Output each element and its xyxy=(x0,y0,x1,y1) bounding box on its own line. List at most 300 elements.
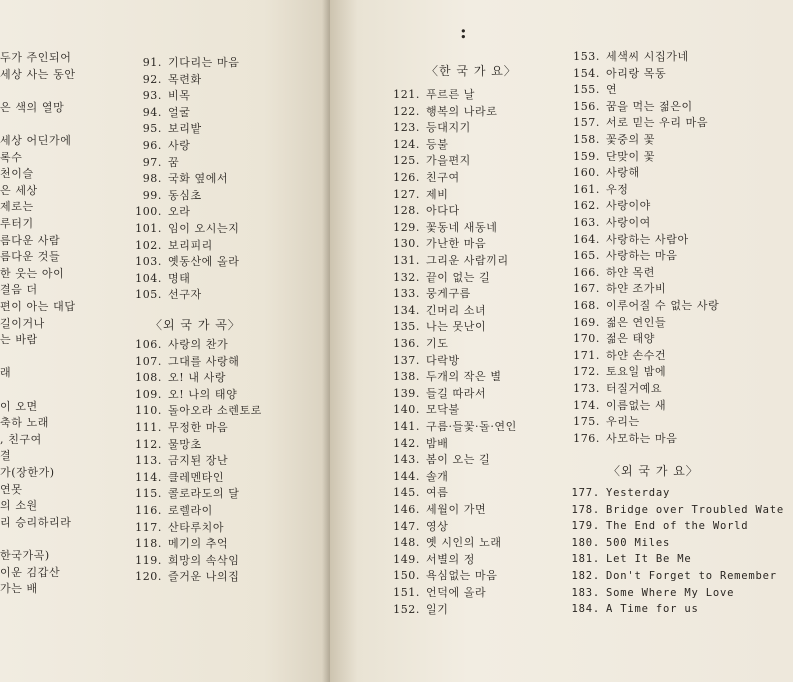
cropped-line: 결음 더 xyxy=(0,283,38,297)
song-entry xyxy=(128,453,228,469)
song-number: 100. xyxy=(135,205,162,219)
song-number: 166. xyxy=(573,265,600,279)
song-entry xyxy=(386,336,448,352)
song-title: 옛 시인의 노래 xyxy=(426,536,502,550)
song-title: 사랑이야 xyxy=(606,199,651,213)
song-entry xyxy=(128,72,202,88)
song-title: 명태 xyxy=(168,271,191,285)
song-entry xyxy=(128,88,190,104)
song-entry xyxy=(566,348,666,364)
song-title: 꿈을 먹는 젊은이 xyxy=(606,99,693,113)
song-title: 언덕에 올라 xyxy=(426,586,487,599)
song-number: 117. xyxy=(135,520,162,534)
cropped-line: 편이 아는 대답 xyxy=(0,300,76,313)
song-title: 사랑이여 xyxy=(606,216,651,229)
song-number: 152. xyxy=(393,602,420,616)
song-title: 들길 따라서 xyxy=(426,386,487,400)
song-title: 옛동산에 올라 xyxy=(168,255,240,269)
song-entry xyxy=(128,188,202,204)
song-entry xyxy=(566,248,677,264)
song-entry xyxy=(128,238,213,254)
song-entry xyxy=(566,331,655,347)
song-title: 솔개 xyxy=(426,469,449,483)
song-title: 연 xyxy=(606,83,618,97)
song-title: 등대지기 xyxy=(426,121,471,135)
song-title: 친구여 xyxy=(426,171,460,184)
song-number: 178. xyxy=(571,503,600,516)
song-entry xyxy=(386,319,486,335)
cropped-line: 길이거나 xyxy=(0,316,45,330)
song-number: 116. xyxy=(135,504,162,517)
song-entry xyxy=(128,287,202,303)
song-title: 로렐라이 xyxy=(168,504,213,517)
song-number: 150. xyxy=(393,569,420,583)
song-number: 163. xyxy=(573,216,600,229)
song-number: 149. xyxy=(393,552,420,566)
song-title: 목련화 xyxy=(168,72,202,86)
song-title: 오라 xyxy=(168,205,191,219)
right-page xyxy=(330,0,793,682)
song-number: 181. xyxy=(571,553,600,566)
song-number: 169. xyxy=(573,315,600,329)
song-number: 155. xyxy=(573,83,600,97)
song-number: 171. xyxy=(573,348,600,362)
song-title: 국화 옆에서 xyxy=(168,172,229,186)
section-header-foreign-pop: 〈외 국 가 요〉 xyxy=(608,464,699,478)
song-entry xyxy=(386,220,497,236)
song-number: 147. xyxy=(393,519,420,533)
song-entry xyxy=(386,519,448,535)
song-title: 동심초 xyxy=(168,188,202,202)
song-entry xyxy=(386,87,475,103)
song-entry xyxy=(128,204,190,220)
song-number: 121. xyxy=(393,88,420,101)
song-entry xyxy=(128,520,224,536)
song-title: Don't Forget to Remember xyxy=(606,570,777,582)
song-title: 꽃동네 새동네 xyxy=(426,220,498,234)
song-entry xyxy=(128,569,239,585)
song-entry xyxy=(386,353,460,369)
song-entry xyxy=(128,370,226,386)
song-number: 98. xyxy=(142,172,162,186)
song-title: 하얀 손수건 xyxy=(606,348,667,362)
song-number: 160. xyxy=(573,166,600,180)
song-title: 임이 오시는지 xyxy=(168,222,240,235)
song-number: 104. xyxy=(135,271,162,285)
song-entry xyxy=(128,437,202,453)
song-number: 162. xyxy=(573,199,600,213)
song-number: 180. xyxy=(571,536,600,549)
cropped-line: 래 xyxy=(0,366,12,380)
song-title: 선구자 xyxy=(168,288,202,302)
song-title: 기도 xyxy=(426,337,449,350)
song-title: 산타루치아 xyxy=(168,520,225,534)
song-entry xyxy=(386,502,486,518)
song-title: 우정 xyxy=(606,182,629,196)
song-number: 95. xyxy=(142,122,162,136)
song-entry xyxy=(566,99,693,115)
song-number: 175. xyxy=(573,415,600,429)
cropped-line: , 친구여 xyxy=(0,432,42,446)
song-number: 145. xyxy=(393,486,420,500)
song-number: 132. xyxy=(393,270,420,284)
song-number: 127. xyxy=(393,187,420,201)
song-number: 184. xyxy=(571,603,600,616)
cropped-line: 의 소원 xyxy=(0,499,38,513)
song-title: 사랑의 찬가 xyxy=(168,338,229,351)
song-entry xyxy=(566,182,628,198)
song-entry xyxy=(386,469,448,485)
song-entry xyxy=(386,402,460,418)
cropped-line: 은 색의 열망 xyxy=(0,100,65,114)
song-number: 140. xyxy=(393,403,420,417)
song-title: 꿈 xyxy=(168,155,180,169)
song-title: 푸르른 날 xyxy=(426,88,476,101)
song-number: 124. xyxy=(393,137,420,151)
song-entry xyxy=(128,121,202,137)
song-number: 97. xyxy=(142,155,162,169)
song-title: 금지된 장난 xyxy=(168,454,229,468)
song-title: 긴머리 소녀 xyxy=(426,303,487,317)
song-entry xyxy=(566,502,784,518)
cropped-line: 가는 배 xyxy=(0,582,38,596)
song-entry xyxy=(566,518,748,534)
song-entry xyxy=(128,403,262,419)
left-page xyxy=(0,0,330,682)
song-title: 구름·들꽃·돌·연인 xyxy=(426,420,517,433)
song-entry xyxy=(386,535,502,551)
song-number: 156. xyxy=(573,99,600,113)
song-number: 123. xyxy=(393,121,420,135)
song-entry xyxy=(386,436,448,452)
song-title: 사랑하는 사람아 xyxy=(606,232,689,246)
song-entry xyxy=(128,337,228,353)
song-entry xyxy=(566,165,640,181)
song-title: Yesterday xyxy=(606,487,671,499)
song-title: 세색씨 시집가네 xyxy=(606,50,689,63)
song-title: 끝이 없는 길 xyxy=(426,270,491,284)
song-title: 욕심없는 마음 xyxy=(426,569,498,583)
song-title: 사랑해 xyxy=(606,166,640,180)
cropped-line: 가(장한가) xyxy=(0,466,55,479)
song-title: 하얀 목련 xyxy=(606,265,656,279)
cropped-line: 이운 김갑산 xyxy=(0,565,61,579)
page-mark: : xyxy=(460,22,467,43)
song-entry xyxy=(386,153,471,169)
song-entry xyxy=(128,536,228,552)
song-entry xyxy=(128,221,239,237)
song-entry xyxy=(386,104,497,120)
song-title: 사모하는 마음 xyxy=(606,431,678,445)
song-number: 136. xyxy=(393,337,420,350)
song-number: 165. xyxy=(573,249,600,263)
song-number: 118. xyxy=(135,537,162,551)
song-number: 164. xyxy=(573,232,600,246)
song-entry xyxy=(386,120,471,136)
song-number: 154. xyxy=(573,66,600,80)
song-entry xyxy=(566,364,666,380)
song-entry xyxy=(566,66,666,82)
song-entry xyxy=(128,387,237,403)
song-number: 167. xyxy=(573,282,600,296)
song-entry xyxy=(386,552,475,568)
song-number: 120. xyxy=(135,570,162,584)
song-title: 젊은 연인들 xyxy=(606,315,667,329)
cropped-line: 세상 어딘가에 xyxy=(0,134,72,147)
song-title: 등불 xyxy=(426,137,449,151)
song-title: 단맞이 꽃 xyxy=(606,149,656,163)
song-number: 153. xyxy=(573,50,600,63)
song-entry xyxy=(566,551,691,567)
song-title: 세월이 가면 xyxy=(426,503,487,516)
song-entry xyxy=(386,585,486,601)
song-title: 즐거운 나의집 xyxy=(168,570,240,584)
song-title: 오! 나의 태양 xyxy=(168,387,238,401)
song-number: 144. xyxy=(393,469,420,483)
cropped-line: 이 오면 xyxy=(0,399,38,413)
song-entry xyxy=(128,105,190,121)
song-number: 110. xyxy=(135,404,162,418)
song-entry xyxy=(386,286,471,302)
song-number: 168. xyxy=(573,299,600,312)
song-title: 일기 xyxy=(426,602,449,616)
song-number: 105. xyxy=(135,288,162,302)
song-number: 106. xyxy=(135,338,162,351)
song-title: Let It Be Me xyxy=(606,553,692,566)
song-title: 그리운 사람끼리 xyxy=(426,254,509,267)
cropped-line: 축하 노래 xyxy=(0,416,50,430)
song-number: 113. xyxy=(135,454,162,468)
song-title: 행복의 나라로 xyxy=(426,104,498,118)
song-title: 꽃중의 꽃 xyxy=(606,133,656,146)
song-entry xyxy=(566,535,670,551)
cropped-line: 은 세상 xyxy=(0,183,38,197)
song-number: 170. xyxy=(573,332,600,346)
song-entry xyxy=(566,215,651,231)
song-number: 133. xyxy=(393,287,420,301)
song-number: 135. xyxy=(393,320,420,334)
song-entry xyxy=(566,149,655,165)
song-number: 111. xyxy=(135,421,162,434)
song-number: 177. xyxy=(571,487,600,499)
song-number: 115. xyxy=(135,487,162,501)
cropped-line: 제로는 xyxy=(0,200,34,214)
song-entry xyxy=(566,49,689,65)
song-entry xyxy=(566,381,662,397)
song-title: 메기의 추억 xyxy=(168,537,229,551)
song-entry xyxy=(128,138,190,154)
song-number: 91. xyxy=(142,56,162,69)
cropped-line: 름다운 사람 xyxy=(0,233,61,247)
song-number: 138. xyxy=(393,370,420,384)
song-entry xyxy=(128,470,224,486)
song-number: 183. xyxy=(571,586,600,599)
song-title: 다락방 xyxy=(426,353,460,367)
song-number: 119. xyxy=(135,553,162,567)
song-entry xyxy=(128,420,228,436)
song-number: 158. xyxy=(573,133,600,146)
song-title: 아리랑 목동 xyxy=(606,66,667,80)
song-entry xyxy=(128,171,228,187)
song-title: 클레멘타인 xyxy=(168,470,225,484)
cropped-line: 천이슬 xyxy=(0,167,34,181)
song-entry xyxy=(128,354,239,370)
cropped-line: 두가 주인되어 xyxy=(0,51,72,64)
song-entry xyxy=(566,265,655,281)
song-number: 182. xyxy=(571,570,600,582)
song-number: 101. xyxy=(135,222,162,235)
song-entry xyxy=(386,568,497,584)
song-number: 134. xyxy=(393,303,420,317)
song-entry xyxy=(566,132,655,148)
song-entry xyxy=(566,601,699,617)
song-title: 서별의 정 xyxy=(426,552,476,566)
song-number: 109. xyxy=(135,387,162,401)
cropped-line: 리 승리하리라 xyxy=(0,515,72,529)
section-header-foreign-art-songs: 〈외 국 가 곡〉 xyxy=(150,318,241,332)
song-entry xyxy=(566,232,689,248)
song-title: 얼굴 xyxy=(168,105,191,119)
song-entry xyxy=(566,115,708,131)
song-title: A Time for us xyxy=(606,603,699,616)
song-entry xyxy=(128,553,239,569)
song-number: 129. xyxy=(393,220,420,234)
song-number: 93. xyxy=(142,89,162,103)
song-entry xyxy=(566,82,617,98)
song-entry xyxy=(386,419,517,435)
song-entry xyxy=(128,271,190,287)
song-title: 돌아오라 소렌토로 xyxy=(168,404,262,418)
song-title: 가난한 마음 xyxy=(426,237,487,251)
song-title: 제비 xyxy=(426,187,449,201)
song-number: 141. xyxy=(393,420,420,433)
song-title: Some Where My Love xyxy=(606,586,735,599)
song-title: 하얀 조가비 xyxy=(606,282,667,296)
song-number: 125. xyxy=(393,154,420,168)
song-number: 151. xyxy=(393,586,420,599)
song-entry xyxy=(386,386,486,402)
song-number: 161. xyxy=(573,182,600,196)
section-header-korean-pop: 〈한 국 가 요〉 xyxy=(426,64,517,78)
cropped-line: 루터기 xyxy=(0,217,34,230)
song-entry xyxy=(566,198,651,214)
song-title: 뭉게구름 xyxy=(426,287,471,301)
song-title: 여름 xyxy=(426,486,449,500)
song-entry xyxy=(566,298,719,314)
song-number: 176. xyxy=(573,431,600,445)
song-number: 114. xyxy=(135,470,162,484)
song-number: 122. xyxy=(393,104,420,118)
song-number: 172. xyxy=(573,365,600,379)
song-number: 137. xyxy=(393,353,420,367)
song-title: 사랑 xyxy=(168,139,191,152)
song-title: 500 Miles xyxy=(606,536,671,549)
song-entry xyxy=(386,170,460,186)
song-title: Bridge over Troubled Wate xyxy=(606,503,785,516)
song-entry xyxy=(128,155,179,171)
song-title: 모닥불 xyxy=(426,403,460,417)
cropped-line: 름다운 것들 xyxy=(0,250,61,264)
cropped-line: 록수 xyxy=(0,150,23,164)
song-number: 94. xyxy=(142,105,162,119)
song-entry xyxy=(566,485,670,501)
song-number: 174. xyxy=(573,398,600,412)
song-number: 139. xyxy=(393,386,420,400)
song-number: 128. xyxy=(393,204,420,218)
song-title: 터질거예요 xyxy=(606,382,663,395)
song-entry xyxy=(566,398,666,414)
song-number: 131. xyxy=(393,254,420,267)
song-number: 102. xyxy=(135,238,162,252)
song-title: 가을편지 xyxy=(426,154,471,168)
song-title: 그대를 사랑해 xyxy=(168,354,240,368)
cropped-line: 결 xyxy=(0,449,12,463)
song-entry xyxy=(386,236,486,252)
song-title: 물망초 xyxy=(168,437,202,451)
song-title: 비목 xyxy=(168,89,191,103)
song-title: 보리밭 xyxy=(168,122,202,136)
song-entry xyxy=(566,414,640,430)
song-title: 사랑하는 마음 xyxy=(606,249,678,263)
song-title: 우리는 xyxy=(606,415,640,429)
song-entry xyxy=(386,253,509,269)
song-number: 142. xyxy=(393,436,420,450)
song-entry xyxy=(566,315,666,331)
song-entry xyxy=(128,486,239,502)
song-entry xyxy=(386,452,490,468)
song-entry xyxy=(566,431,677,447)
song-number: 99. xyxy=(142,188,162,202)
song-number: 107. xyxy=(135,354,162,368)
song-title: 아다다 xyxy=(426,204,460,218)
song-number: 126. xyxy=(393,171,420,184)
song-entry xyxy=(386,369,502,385)
song-entry xyxy=(386,602,448,618)
song-number: 157. xyxy=(573,116,600,130)
song-entry xyxy=(128,254,239,270)
song-number: 146. xyxy=(393,503,420,516)
cropped-line: 세상 사는 동안 xyxy=(0,67,76,81)
song-title: 젊은 태양 xyxy=(606,332,656,346)
song-entry xyxy=(128,503,213,519)
song-title: 봄이 오는 길 xyxy=(426,453,491,467)
song-title: 영상 xyxy=(426,519,449,533)
song-number: 148. xyxy=(393,536,420,550)
song-number: 103. xyxy=(135,255,162,269)
song-entry xyxy=(386,187,448,203)
song-entry xyxy=(566,281,666,297)
song-title: 보리피리 xyxy=(168,238,213,252)
song-entry xyxy=(386,270,490,286)
song-entry xyxy=(386,203,460,219)
song-number: 96. xyxy=(142,139,162,152)
song-title: The End of the World xyxy=(606,520,749,533)
song-title: 서로 믿는 우리 마음 xyxy=(606,116,709,130)
song-entry xyxy=(128,55,239,71)
song-title: 밤배 xyxy=(426,436,449,450)
song-title: 이루어질 수 없는 사랑 xyxy=(606,299,720,312)
song-title: 무정한 마음 xyxy=(168,421,229,434)
song-entry xyxy=(566,585,734,601)
cropped-line: 연못 xyxy=(0,482,23,496)
song-title: 토요일 밤에 xyxy=(606,365,667,379)
cropped-line: 한 웃는 아이 xyxy=(0,266,65,280)
song-number: 179. xyxy=(571,520,600,533)
song-title: 희망의 속삭임 xyxy=(168,553,240,567)
song-entry xyxy=(566,568,777,584)
cropped-line: 한국가곡) xyxy=(0,549,50,562)
song-number: 108. xyxy=(135,371,162,385)
